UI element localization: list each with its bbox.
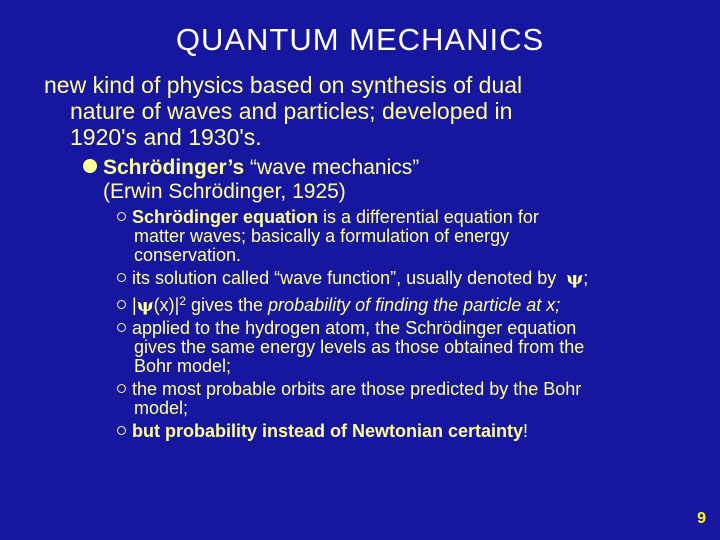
level1-bullet bbox=[83, 156, 683, 204]
sub-bullet bbox=[117, 319, 697, 376]
level1-text: “wave mechanics” bbox=[244, 156, 420, 179]
intro-line: new kind of physics based on synthesis of dual bbox=[44, 72, 523, 98]
ring-bullet-icon bbox=[117, 426, 126, 435]
bullet-text: (x)| bbox=[153, 295, 180, 315]
bullet-text: ; bbox=[583, 268, 589, 288]
ring-bullet-icon bbox=[117, 323, 126, 332]
bold-text: Schrödinger equation bbox=[132, 207, 319, 227]
bold-text: but probability instead of Newtonian certainty bbox=[132, 421, 524, 441]
ring-bullet-icon bbox=[117, 384, 126, 393]
intro-line: 1920's and 1930's. bbox=[70, 124, 262, 150]
filled-circle-bullet-icon bbox=[83, 159, 97, 173]
bullet-text: applied to the hydrogen atom, the Schrödinger equation bbox=[132, 318, 577, 338]
bullet-text: matter waves; basically a formulation of energy bbox=[134, 226, 510, 246]
ring-bullet-icon bbox=[117, 273, 126, 282]
bullet-text: is a differential equation for bbox=[318, 207, 539, 227]
level1-bold-text: Schrödinger’s bbox=[103, 156, 245, 179]
intro-paragraph bbox=[44, 72, 674, 150]
bullet-text: gives the same energy levels as those obtained from the bbox=[134, 337, 585, 357]
sub-bullet-list bbox=[117, 208, 697, 445]
bullet-text: the most probable orbits are those predicted by the Bohr bbox=[132, 379, 582, 399]
bullet-text: its solution called “wave function”, usually denoted by bbox=[132, 268, 557, 288]
sub-bullet bbox=[117, 208, 697, 265]
italic-text: probability of finding the particle at x; bbox=[268, 295, 561, 315]
bullet-text: gives the bbox=[186, 295, 269, 315]
level1-continuation: (Erwin Schrödinger, 1925) bbox=[103, 180, 346, 203]
psi-symbol: ψ bbox=[136, 295, 154, 316]
superscript: 2 bbox=[179, 294, 186, 308]
ring-bullet-icon bbox=[117, 300, 126, 309]
intro-line: nature of waves and particles; developed in bbox=[70, 98, 513, 124]
page-number: 9 bbox=[697, 510, 706, 527]
sub-bullet bbox=[117, 422, 697, 441]
bullet-text: model; bbox=[134, 398, 189, 418]
bullet-text: conservation. bbox=[134, 245, 242, 265]
ring-bullet-icon bbox=[117, 212, 126, 221]
sub-bullet bbox=[117, 269, 697, 288]
bullet-text: ! bbox=[523, 421, 529, 441]
sub-bullet bbox=[117, 292, 697, 315]
slide-title: QUANTUM MECHANICS bbox=[175, 22, 545, 57]
sub-bullet bbox=[117, 380, 697, 418]
bullet-text: | bbox=[132, 295, 137, 315]
psi-symbol: ψ bbox=[566, 268, 584, 289]
bullet-text: Bohr model; bbox=[134, 356, 232, 376]
